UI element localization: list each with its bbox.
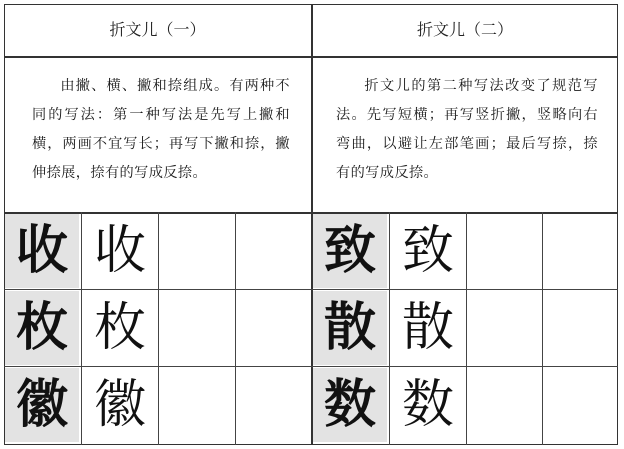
grid-line xyxy=(4,366,618,367)
copy-cell xyxy=(83,291,157,365)
copy-cell xyxy=(391,214,465,288)
header-divider xyxy=(4,56,618,58)
grid-line xyxy=(81,212,82,445)
right-description: 折文儿的第二种写法改变了规范写法。先写短横；再写竖折撇，竖略向右弯曲，以避让左部笔画；最后写捺，捺有的写成反捺。 xyxy=(336,78,598,181)
practice-cell[interactable] xyxy=(468,368,542,442)
copy-character: 致 xyxy=(401,221,454,281)
grid-line xyxy=(235,212,236,445)
model-cell xyxy=(313,291,387,365)
copy-character: 数 xyxy=(401,375,454,435)
copy-cell xyxy=(391,368,465,442)
copy-character: 徽 xyxy=(93,375,146,435)
practice-cell[interactable] xyxy=(160,368,234,442)
model-character: 徽 xyxy=(15,374,68,435)
model-cell xyxy=(313,214,387,288)
model-character: 枚 xyxy=(15,297,68,358)
copy-cell xyxy=(83,214,157,288)
practice-cell[interactable] xyxy=(544,368,618,442)
left-description: 由撇、横、撇和捺组成。有两种不同的写法：第一种写法是先写上撇和横，两画不宜写长；再写下撇和捺，撇伸捺展，捺有的写成反捺。 xyxy=(32,78,290,181)
right-section-title: 折文儿（二） xyxy=(416,20,513,39)
practice-cell[interactable] xyxy=(160,291,234,365)
practice-cell[interactable] xyxy=(160,214,234,288)
model-cell xyxy=(5,214,79,288)
model-cell xyxy=(313,368,387,442)
model-cell xyxy=(5,368,79,442)
grid-line xyxy=(542,212,543,445)
copy-character: 散 xyxy=(401,298,454,358)
grid-line xyxy=(4,289,618,290)
practice-cell[interactable] xyxy=(237,214,311,288)
model-character: 散 xyxy=(323,297,376,358)
practice-cell[interactable] xyxy=(468,291,542,365)
practice-cell[interactable] xyxy=(468,214,542,288)
copy-cell xyxy=(391,291,465,365)
model-character: 数 xyxy=(323,374,376,435)
practice-cell[interactable] xyxy=(544,291,618,365)
grid-line xyxy=(158,212,159,445)
model-character: 收 xyxy=(15,220,68,281)
practice-cell[interactable] xyxy=(237,368,311,442)
model-character: 致 xyxy=(323,220,376,281)
copy-cell xyxy=(83,368,157,442)
grid-line xyxy=(389,212,390,445)
grid-line xyxy=(466,212,467,445)
copy-character: 收 xyxy=(93,221,146,281)
left-section-title: 折文儿（一） xyxy=(109,20,206,39)
copy-character: 枚 xyxy=(93,298,146,358)
practice-cell[interactable] xyxy=(237,291,311,365)
model-cell xyxy=(5,291,79,365)
practice-cell[interactable] xyxy=(544,214,618,288)
